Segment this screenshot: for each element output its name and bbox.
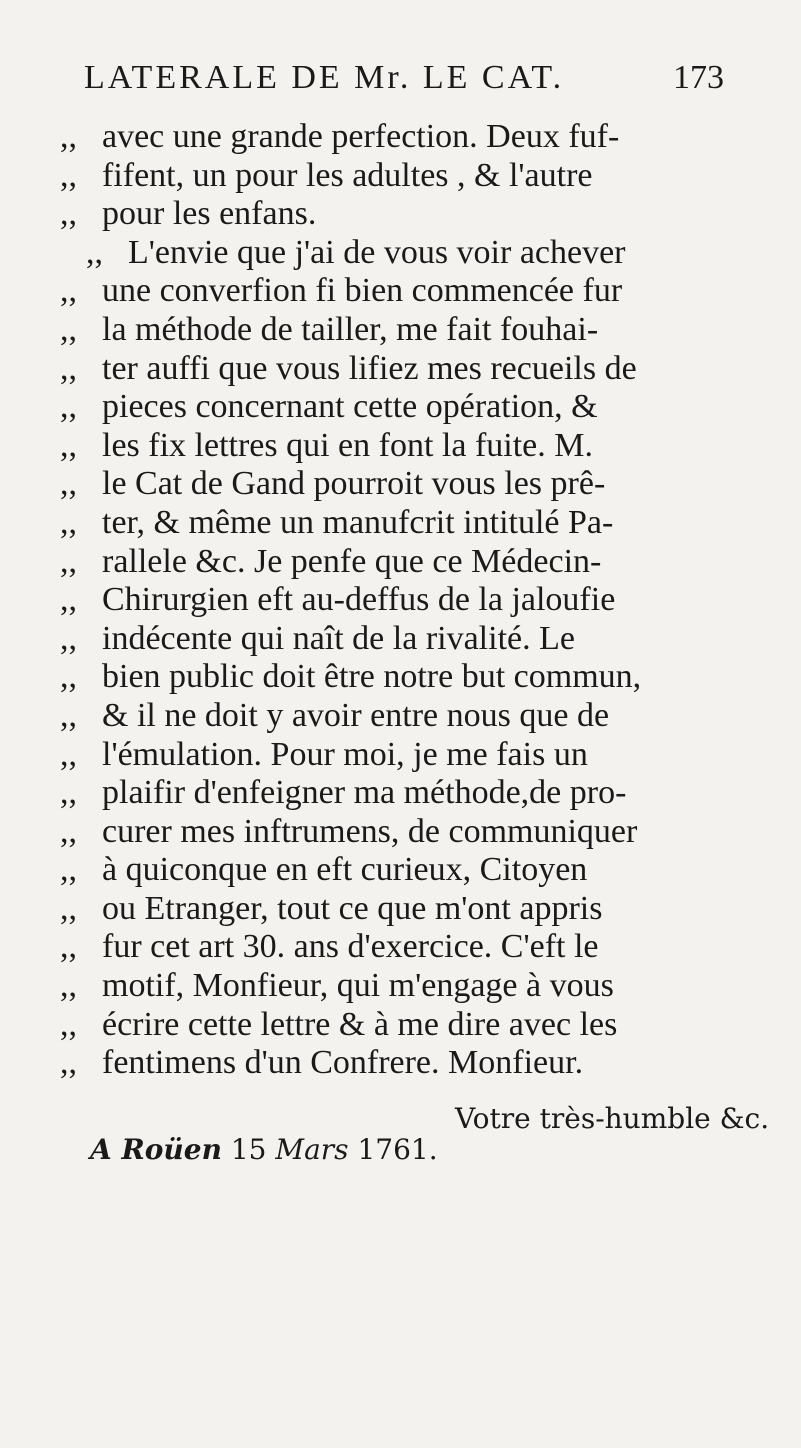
quote-mark: ,, xyxy=(60,851,77,889)
quote-mark: ,, xyxy=(60,195,77,233)
line-text: & il ne doit y avoir entre nous que de xyxy=(102,696,610,734)
quote-mark: ,, xyxy=(86,233,103,271)
text-line xyxy=(60,967,760,1006)
quote-mark: ,, xyxy=(60,658,77,696)
line-text: à quiconque en eft curieux, Citoyen xyxy=(102,851,588,889)
line-text: curer mes inftrumens, de communiquer xyxy=(102,812,638,850)
text-line xyxy=(60,620,760,659)
line-text: plaifir d'enfeigner ma méthode,de pro- xyxy=(102,774,627,812)
line-text: fifent, un pour les adultes , & l'autre xyxy=(102,156,593,194)
line-text: fentimens d'un Confrere. Monfieur. xyxy=(102,1044,584,1082)
text-line xyxy=(60,581,760,620)
line-text: avec une grande perfection. Deux fuf- xyxy=(102,118,620,155)
quote-mark: ,, xyxy=(60,1005,77,1043)
signoff: Votre très-humble &c. xyxy=(455,1102,770,1135)
text-line xyxy=(60,890,760,929)
line-text: pieces concernant cette opération, & xyxy=(102,388,598,426)
line-text: rallele &c. Je penfe que ce Médecin- xyxy=(102,542,602,580)
quote-mark: ,, xyxy=(60,696,77,734)
line-text: l'émulation. Pour moi, je me fais un xyxy=(102,735,588,773)
line-text: écrire cette lettre & à me dire avec les xyxy=(102,1005,618,1043)
text-line xyxy=(60,928,760,967)
text-line xyxy=(60,427,760,466)
running-title: LATERALE DE Mr. LE CAT. xyxy=(84,59,565,96)
text-line xyxy=(60,851,760,890)
quote-mark: ,, xyxy=(60,735,77,773)
line-text: ter auffi que vous lifiez mes recueils de xyxy=(102,349,637,387)
line-text: ter, & même un manufcrit intitulé Pa- xyxy=(102,503,614,541)
letter-body xyxy=(60,118,760,1083)
line-text: bien public doit être notre but commun, xyxy=(102,658,642,696)
quote-mark: ,, xyxy=(60,310,77,348)
quote-mark: ,, xyxy=(60,967,77,1005)
line-text: les fix lettres qui en font la fuite. M. xyxy=(102,426,593,464)
quote-mark: ,, xyxy=(60,388,77,426)
text-line xyxy=(60,195,760,234)
line-text: Chirurgien eft au-deffus de la jaloufie xyxy=(102,581,616,619)
quote-mark: ,, xyxy=(60,349,77,387)
text-line xyxy=(60,388,760,427)
line-text: fur cet art 30. ans d'exercice. C'eft le xyxy=(102,928,599,966)
quote-mark: ,, xyxy=(60,465,77,503)
quote-mark: ,, xyxy=(60,774,77,812)
text-line xyxy=(60,658,760,697)
text-line xyxy=(60,697,760,736)
quote-mark: ,, xyxy=(60,581,77,619)
text-line xyxy=(60,813,760,852)
line-text: la méthode de tailler, me fait fouhai- xyxy=(102,310,599,348)
text-line xyxy=(60,350,760,389)
text-line xyxy=(60,157,760,196)
quote-mark: ,, xyxy=(60,156,77,194)
line-text: une converfion fi bien commencée fur xyxy=(102,272,623,310)
dateline-year: 1761. xyxy=(357,1133,438,1166)
text-line-paragraph-start xyxy=(60,234,760,273)
dateline-month: Mars xyxy=(275,1133,349,1166)
dateline-day: 15 xyxy=(230,1133,267,1166)
quote-mark: ,, xyxy=(60,889,77,927)
text-line xyxy=(60,1044,760,1083)
text-line xyxy=(60,736,760,775)
quote-mark: ,, xyxy=(60,503,77,541)
text-line xyxy=(60,272,760,311)
line-text: L'envie que j'ai de vous voir achever xyxy=(128,233,626,271)
quote-mark: ,, xyxy=(60,1044,77,1082)
page-number: 173 xyxy=(673,59,724,96)
text-line xyxy=(60,774,760,813)
quote-mark: ,, xyxy=(60,928,77,966)
dateline xyxy=(90,1133,438,1167)
text-line xyxy=(60,311,760,350)
text-line xyxy=(60,1006,760,1045)
text-line xyxy=(60,118,760,157)
text-line xyxy=(60,465,760,504)
text-line xyxy=(60,504,760,543)
line-text: ou Etranger, tout ce que m'ont appris xyxy=(102,889,603,927)
line-text: pour les enfans. xyxy=(102,195,317,233)
quote-mark: ,, xyxy=(60,272,77,310)
text-line xyxy=(60,543,760,582)
quote-mark: ,, xyxy=(60,426,77,464)
line-text: le Cat de Gand pourroit vous les prê- xyxy=(102,465,606,503)
quote-mark: ,, xyxy=(60,542,77,580)
quote-mark: ,, xyxy=(60,812,77,850)
dateline-place: A Roüen xyxy=(90,1133,222,1166)
line-text: motif, Monfieur, qui m'engage à vous xyxy=(102,967,614,1005)
running-head xyxy=(84,58,724,98)
line-text: indécente qui naît de la rivalité. Le xyxy=(102,619,575,657)
quote-mark: ,, xyxy=(60,118,77,155)
quote-mark: ,, xyxy=(60,619,77,657)
